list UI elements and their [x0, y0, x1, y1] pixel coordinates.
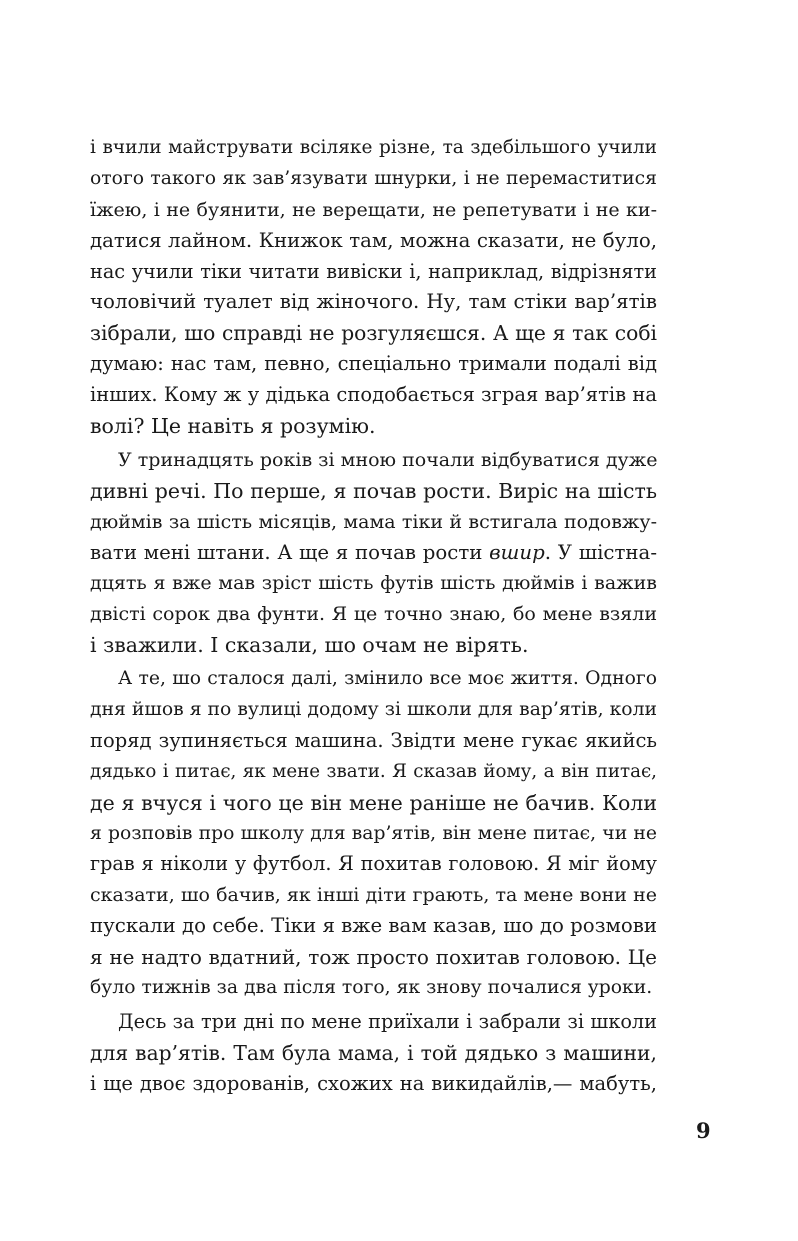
- text-line: їжею, і не буянити, не верещати, не репетувати і не ки-: [90, 198, 657, 221]
- text-line: отого такого як зав’язувати шнурки, і не перемаститися: [90, 167, 657, 189]
- text-line: поряд зупиняється машина. Звідти мене гукає якийсь: [90, 728, 657, 752]
- page-number: 9: [696, 1118, 711, 1143]
- text-line: інших. Кому ж у дідька сподобається зграя вар’ятів на: [90, 383, 657, 407]
- text-line: сказати, шо бачив, як інші діти грають, та мене вони не: [90, 884, 657, 907]
- paragraph-1: [90, 133, 657, 442]
- text-segment: вати мені штани. А ще я почав рости: [90, 540, 490, 564]
- text-line: і ще двоє здорованів, схожих на викидайлів,— мабуть,: [90, 1071, 657, 1095]
- text-line: думаю: нас там, певно, спеціально тримали подалі від: [90, 352, 657, 376]
- text-line: дня йшов я по вулиці додому зі школи для вар’ятів, коли: [90, 699, 657, 721]
- paragraph-3: [90, 664, 657, 1004]
- text-line: дядько і питає, як мене звати. Я сказав йому, а він питає,: [90, 760, 657, 782]
- text-line: пускали до себе. Тіки я вже вам казав, шо до розмови: [90, 914, 658, 938]
- text-line: було тижнів за два після того, як знову почалися уроки.: [90, 977, 653, 999]
- text-line: де я вчуся і чого це він мене раніше не бачив. Коли: [90, 790, 657, 815]
- text-line-with-emphasis: [90, 538, 657, 569]
- text-line: і зважили. І сказали, шо очам не вірять.: [90, 633, 529, 658]
- text-line: Десь за три дні по мене приїхали і забрали зі школи: [118, 1009, 657, 1033]
- paragraph-4: [90, 1007, 657, 1100]
- text-line: дюймів за шість місяців, мама тіки й встигала подовжу-: [90, 510, 657, 533]
- text-segment: . У шістна-: [544, 540, 657, 564]
- text-line: У тринадцять років зі мною почали відбуватися дуже: [118, 448, 658, 471]
- emphasized-word: вшир: [489, 540, 545, 564]
- text-line: зібрали, шо справді не розгуляєшся. А ще я так собі: [90, 321, 657, 346]
- text-line: я не надто вдатний, тож просто похитав головою. Це: [90, 945, 657, 970]
- text-line: волі? Це навіть я розумію.: [90, 414, 376, 439]
- text-line: дивні речі. По перше, я почав рости. Виріс на шість: [90, 478, 657, 503]
- text-line: датися лайном. Книжок там, можна сказати, не було,: [90, 228, 657, 252]
- text-line: дцять я вже мав зріст шість футів шість дюймів і важив: [90, 572, 657, 595]
- paragraph-2: [90, 445, 657, 661]
- text-line: нас учили тіки читати вивіски і, наприклад, відрізняти: [90, 259, 657, 283]
- text-line: двісті сорок два фунти. Я це точно знаю, бо мене взяли: [90, 603, 657, 626]
- text-line: для вар’ятів. Там була мама, і той дядько з машини,: [90, 1040, 657, 1065]
- text-line: чоловічий туалет від жіночого. Ну, там стіки вар’ятів: [90, 290, 657, 314]
- body-text: [90, 133, 657, 1100]
- text-line: я розповів про школу для вар’ятів, він мене питає, чи не: [90, 822, 657, 844]
- text-line: А те, шо сталося далі, змінило все моє життя. Одного: [118, 668, 657, 690]
- text-line: грав я ніколи у футбол. Я похитав головою. Я міг йому: [90, 852, 657, 876]
- text-line: і вчили майструвати всіляке різне, та здебільшого учили: [90, 137, 657, 158]
